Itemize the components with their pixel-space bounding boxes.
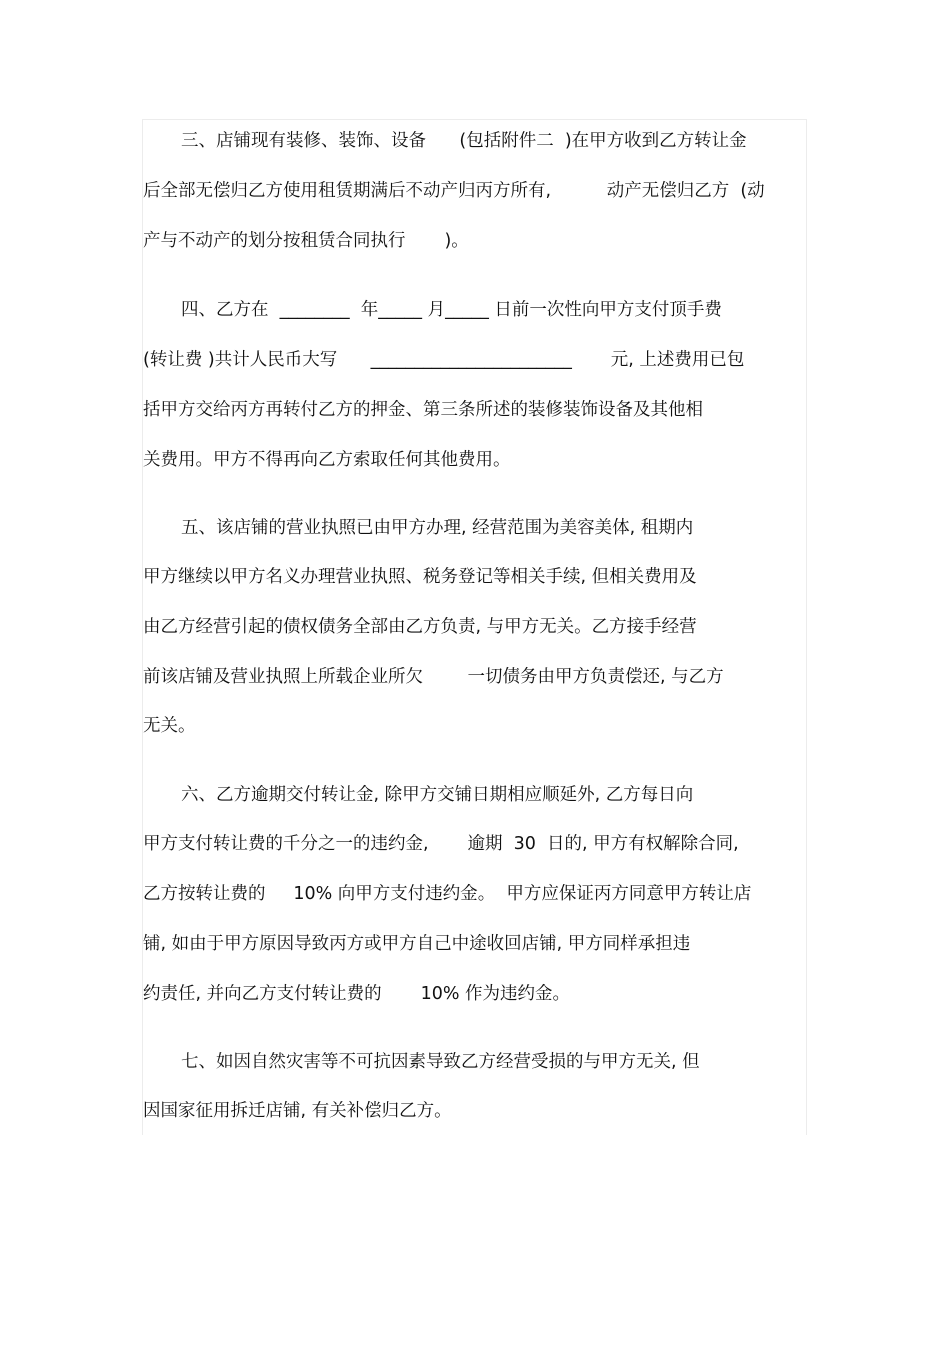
- clause-7-line-1: 七、如因自然灾害等不可抗因素导致乙方经营受损的与甲方无关, 但: [181, 1052, 700, 1072]
- clause-5-line-1: 五、该店铺的营业执照已由甲方办理, 经营范围为美容美体, 租期内: [181, 518, 694, 538]
- clause-7-line-2: 因国家征用拆迁店铺, 有关补偿归乙方。: [143, 1101, 452, 1121]
- clause-5-line-3: 由乙方经营引起的债权债务全部由乙方负责, 与甲方无关。乙方接手经营: [143, 617, 697, 637]
- clause-6-line-4: 铺, 如由于甲方原因导致丙方或甲方自己中途收回店铺, 甲方同样承担违: [143, 934, 691, 954]
- clause-4-line-4: 关费用。甲方不得再向乙方索取任何其他费用。: [143, 450, 511, 470]
- clause-6-line-3: 乙方按转让费的 10% 向甲方支付违约金。 甲方应保证丙方同意甲方转让店: [143, 884, 752, 904]
- clause-5-line-5: 无关。: [143, 716, 196, 736]
- clause-6-line-5: 约责任, 并向乙方支付转让费的 10% 作为违约金。: [143, 984, 571, 1004]
- clause-3-line-2: 后全部无偿归乙方使用租赁期满后不动产归丙方所有, 动产无偿归乙方 (动: [143, 181, 765, 201]
- clause-6-line-1: 六、乙方逾期交付转让金, 除甲方交铺日期相应顺延外, 乙方每日向: [181, 785, 694, 805]
- clause-5-line-2: 甲方继续以甲方名义办理营业执照、税务登记等相关手续, 但相关费用及: [143, 567, 697, 587]
- clause-3-line-1: 三、店铺现有装修、装饰、设备 (包括附件二 )在甲方收到乙方转让金: [181, 131, 747, 151]
- clause-4-line-1: 四、乙方在 ________ 年_____ 月_____ 日前一次性向甲方支付顶手费: [181, 300, 722, 320]
- clause-4-line-2: (转让费 )共计人民币大写 _______________________ 元, 上述费用已包: [143, 350, 745, 370]
- clause-4-line-3: 括甲方交给丙方再转付乙方的押金、第三条所述的装修装饰设备及其他相: [143, 400, 703, 420]
- clause-3-line-3: 产与不动产的划分按租赁合同执行 )。: [143, 231, 469, 251]
- clause-6-line-2: 甲方支付转让费的千分之一的违约金, 逾期 30 日的, 甲方有权解除合同,: [143, 834, 739, 854]
- clause-5-line-4: 前该店铺及营业执照上所载企业所欠 一切债务由甲方负责偿还, 与乙方: [143, 667, 724, 687]
